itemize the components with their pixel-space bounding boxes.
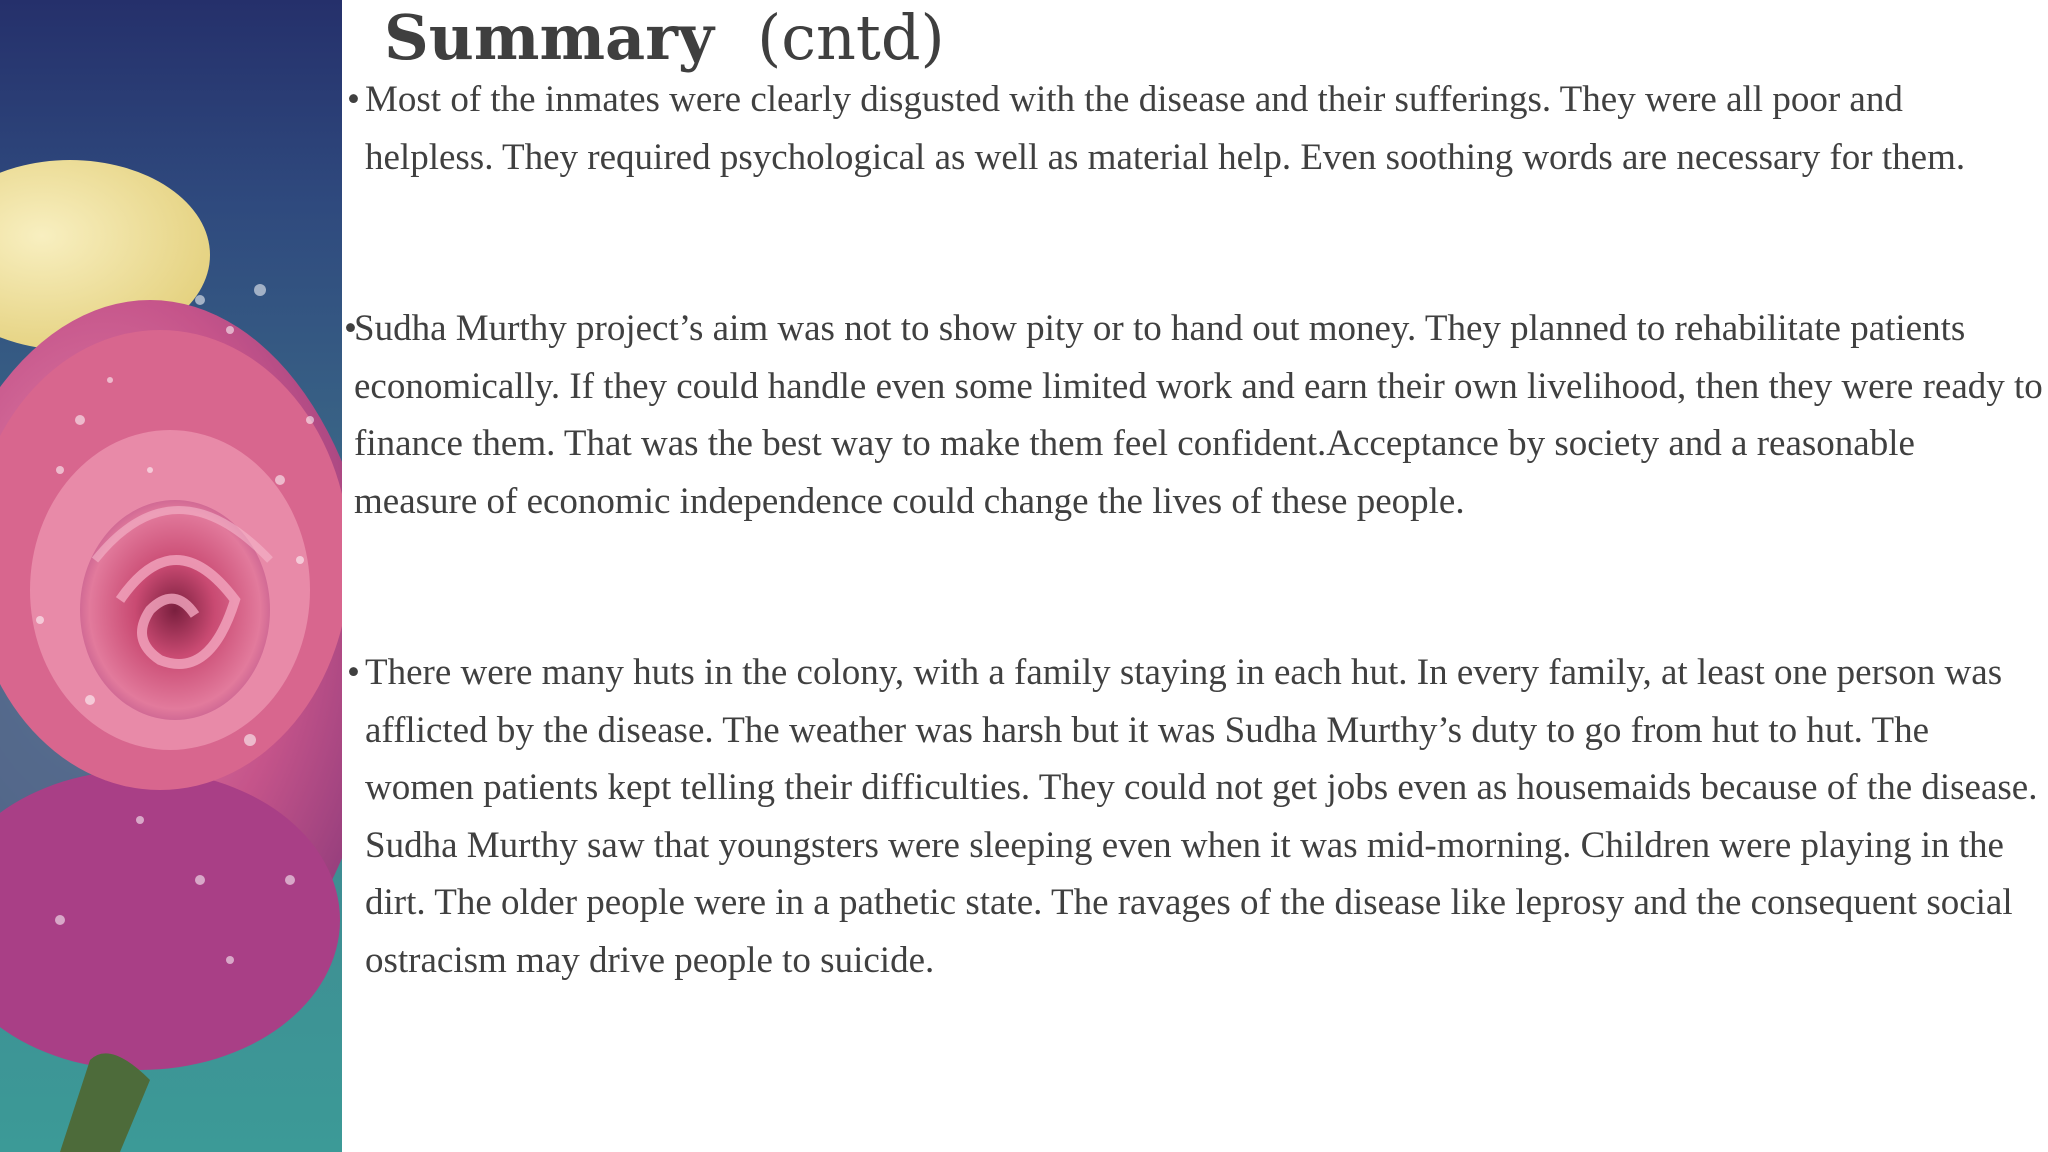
bullet-paragraph-1 bbox=[347, 71, 2035, 186]
slide-title bbox=[384, 2, 945, 74]
rose-image-panel bbox=[0, 0, 342, 1152]
bullet-glyph: • bbox=[344, 308, 357, 349]
title-main: Summary bbox=[384, 1, 714, 74]
stem bbox=[60, 1053, 150, 1152]
slide-content bbox=[342, 0, 2048, 1152]
paragraph-text: Sudha Murthy project’s aim was not to show pity or to hand out money. They planned to rehabilitate patients economically. If they could handle even some limited work and earn their own livelihood, then they were ready to finance them. That was the best way to make them feel confident.Acceptance by society and a reasonable measure of economic independence could change the lives of these people. bbox=[354, 308, 2043, 522]
bullet-paragraph-2 bbox=[344, 300, 2046, 530]
bullet-glyph: • bbox=[347, 652, 360, 693]
rose-illustration bbox=[0, 0, 342, 1152]
bullet-paragraph-3 bbox=[347, 644, 2045, 989]
paragraph-text: Most of the inmates were clearly disgusted with the disease and their sufferings. They were all poor and helpless. They required psychological as well as material help. Even soothing words are necessary for them. bbox=[365, 79, 1966, 178]
paragraph-text: There were many huts in the colony, with a family staying in each hut. In every family, at least one person was afflicted by the disease. The weather was harsh but it was Sudha Murthy’s duty to go from hut to hut. The women patients kept telling their difficulties. They could not get jobs even as housemaids because of the disease. Sudha Murthy saw that youngsters were sleeping even when it was mid-morning. Children were playing in the dirt. The older people were in a pathetic state. The ravages of the disease like leprosy and the consequent social ostracism may drive people to suicide. bbox=[365, 652, 2038, 981]
bullet-glyph: • bbox=[347, 79, 360, 120]
title-suffix: (cntd) bbox=[757, 1, 945, 74]
